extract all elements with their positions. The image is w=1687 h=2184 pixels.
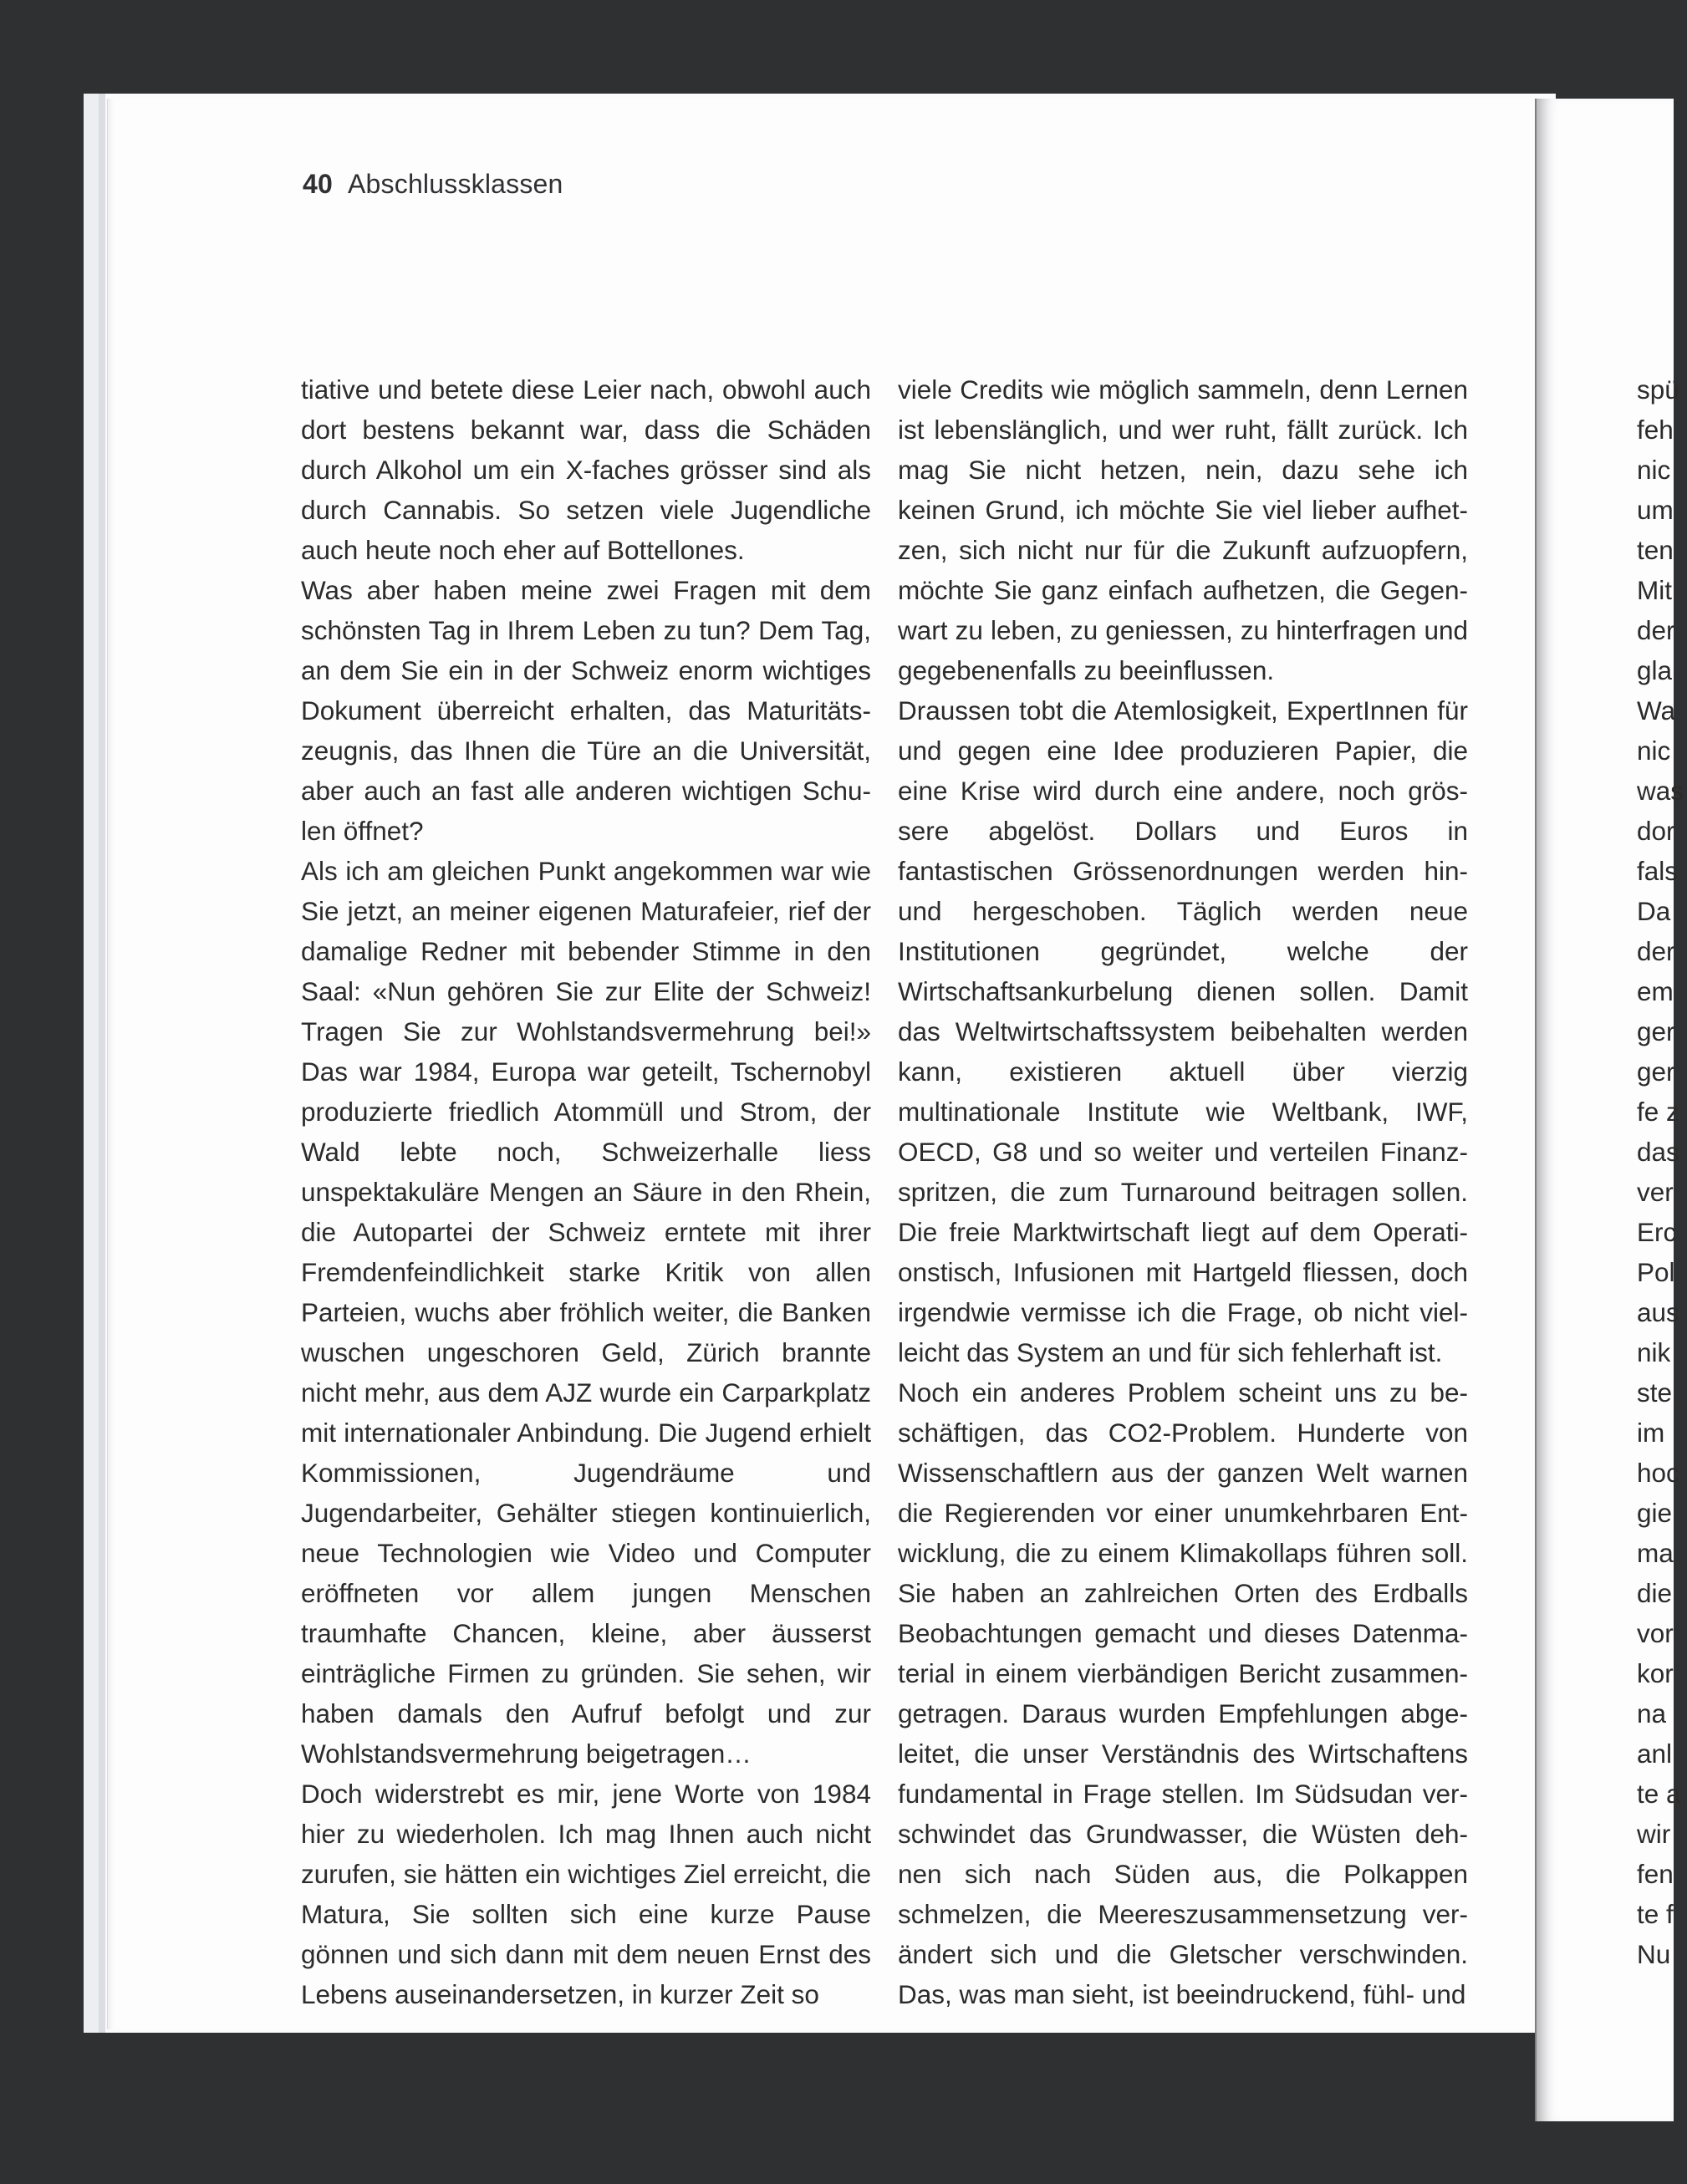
next-page-fragment: kor <box>1637 1658 1674 1688</box>
next-page-fragment: nik <box>1637 1337 1671 1367</box>
next-page-fragment: ste <box>1637 1377 1673 1408</box>
next-page-fragment: vor <box>1637 1618 1674 1648</box>
running-head <box>303 169 563 200</box>
next-page-fragment: fe z <box>1637 1097 1679 1127</box>
next-page-fragment: Wa <box>1637 695 1676 725</box>
paragraph: Noch ein anderes Problem scheint uns zu beschäftigen, das CO2-Problem. Hunderte von Wissenschaftlern aus der ganzen Welt warnen die Regierenden vor einer unumkehrbaren Entwicklung, die zu einem Klimakollaps führen soll. Sie haben an zahlreichen Orten des Erdballs Beobachtungen gemacht und dieses Datenmaterial in einem vierbändigen Bericht zusammengetragen. Daraus wurden Empfehlungen abgeleitet, die unser Verständnis des Wirtschaftens fundamental in Frage stellen. Im Südsudan verschwindet das Grundwasser, die Wüsten dehnen sich nach Süden aus, die Polkappen schmelzen, die Meereszusammensetzung verändert sich und die Gletscher verschwinden. Das, was man sieht, ist beeindruckend, fühl- und <box>898 1377 1468 2009</box>
next-page-fragment: der <box>1637 936 1675 966</box>
next-page-fragment: das <box>1637 1137 1679 1167</box>
page-number: 40 <box>303 169 333 199</box>
paragraph: Draussen tobt die Atemlosigkeit, ExpertInnen für und gegen eine Idee produzieren Papier, die eine Krise wird durch eine andere, noch grössere abgelöst. Dollars und Euros in fantastischen Grössenordnungen werden hin- und hergeschoben. Täglich werden neue Institutionen gegründet, welche der Wirtschaftsankurbelung dienen sollen. Damit das Weltwirtschaftssystem beibehalten werden kann, existieren aktuell über vierzig multinationale Institute wie Weltbank, IWF, OECD, G8 und so weiter und verteilen Finanzspritzen, die zum Turnaround beitragen sollen. Die freie Marktwirtschaft liegt auf dem Operationstisch, Infusionen mit Hartgeld fliessen, doch irgendwie vermisse ich die Frage, ob nicht vielleicht das System an und für sich fehlerhaft ist. <box>898 695 1468 1367</box>
next-page-fragment: ver <box>1637 1177 1674 1207</box>
next-page-fragment: Nu <box>1637 1939 1671 1969</box>
next-page-fragment: aus <box>1637 1297 1679 1327</box>
next-page-fragment: hoc <box>1637 1458 1679 1488</box>
next-page-fragment: spü <box>1637 374 1679 405</box>
section-title: Abschlussklassen <box>348 169 563 199</box>
next-page-fragment: Mit <box>1637 575 1672 605</box>
next-page-fragment: gie <box>1637 1498 1673 1528</box>
next-page-fragment: em <box>1637 976 1674 1006</box>
text-column-right <box>898 369 1468 2014</box>
next-page-fragment: Erc <box>1637 1217 1677 1247</box>
next-page-fragment: te a <box>1637 1779 1681 1809</box>
text-column-left <box>301 369 871 2014</box>
paragraph: viele Credits wie möglich sammeln, denn Lernen ist lebenslänglich, und wer ruht, fällt zurück. Ich mag Sie nicht hetzen, nein, dazu sehe ich keinen Grund, ich möchte Sie viel lieber aufhetzen, sich nicht nur für die Zukunft aufzuopfern, möchte Sie ganz einfach aufhetzen, die Gegenwart zu leben, zu geniessen, zu hinterfragen und gegebenenfalls zu beeinflussen. <box>898 374 1468 685</box>
paragraph: Was aber haben meine zwei Fragen mit dem schönsten Tag in Ihrem Leben zu tun? Dem Tag, an dem Sie ein in der Schweiz enorm wichtiges Dokument überreicht erhalten, das Maturitätszeugnis, das Ihnen die Türe an die Universität, aber auch an fast alle anderen wichtigen Schulen öffnet? <box>301 575 871 846</box>
next-page-fragment: fen <box>1637 1859 1674 1889</box>
next-page-fragment: Pol <box>1637 1257 1675 1287</box>
paragraph: Doch widerstrebt es mir, jene Worte von 1984 hier zu wiederholen. Ich mag Ihnen auch nicht zurufen, sie hätten ein wichtiges Ziel erreicht, die Matura, Sie sollten sich eine kurze Pause gönnen und sich dann mit dem neuen Ernst des Lebens auseinandersetzen, in kurzer Zeit so <box>301 1779 871 2009</box>
next-page-fragment: nic <box>1637 455 1671 485</box>
next-page-fragment: feh <box>1637 415 1674 445</box>
next-page-fragment: ma <box>1637 1538 1674 1568</box>
next-page-fragment: fals <box>1637 856 1679 886</box>
next-page-fragment: ten <box>1637 535 1674 565</box>
next-page-fragment: die <box>1637 1578 1673 1608</box>
next-page-text-fragments <box>1637 369 1687 1974</box>
next-page-fragment: wir <box>1637 1819 1671 1849</box>
next-page-fragment: anl <box>1637 1739 1673 1769</box>
next-page-fragment: um <box>1637 495 1674 525</box>
paragraph: tiative und betete diese Leier nach, obwohl auch dort bestens bekannt war, dass die Schäden durch Alkohol um ein X-faches grösser sind als durch Cannabis. So setzen viele Jugendliche auch heute noch eher auf Bottellones. <box>301 374 871 565</box>
paragraph: Als ich am gleichen Punkt angekommen war wie Sie jetzt, an meiner eigenen Maturafeier, rief der damalige Redner mit bebender Stimme in den Saal: «Nun gehören Sie zur Elite der Schweiz! Tragen Sie zur Wohlstandsvermehrung bei!» Das war 1984, Europa war geteilt, Tschernobyl produzierte friedlich Atommüll und Strom, der Wald lebte noch, Schweizerhalle liess unspektakuläre Mengen an Säure in den Rhein, die Autopartei der Schweiz erntete mit ihrer Fremdenfeindlichkeit starke Kritik von allen Parteien, wuchs aber fröhlich weiter, die Banken wuschen ungeschoren Geld, Zürich brannte nicht mehr, aus dem AJZ wurde ein Carparkplatz mit internationaler Anbindung. Die Jugend erhielt Kommissionen, Jugendräume und Jugendarbeiter, Gehälter stiegen kontinuierlich, neue Technologien wie Video und Computer eröffneten vor allem jungen Menschen traumhafte Chancen, kleine, aber äusserst einträgliche Firmen zu gründen. Sie sehen, wir haben damals den Aufruf befolgt und zur Wohlstandsvermehrung beigetragen… <box>301 856 871 1769</box>
next-page-fragment: dor <box>1637 816 1675 846</box>
next-page-fragment: na <box>1637 1698 1667 1728</box>
next-page-fragment: nic <box>1637 736 1671 766</box>
next-page-fragment: te f <box>1637 1899 1674 1929</box>
next-page-fragment: gla <box>1637 655 1673 685</box>
next-page-fragment: ger <box>1637 1056 1675 1087</box>
next-page-fragment: im <box>1637 1418 1665 1448</box>
next-page-fragment: der <box>1637 615 1675 645</box>
next-page-fragment: Da <box>1637 896 1671 926</box>
next-page-fragment: was <box>1637 776 1684 806</box>
next-page-fragment: ger <box>1637 1016 1675 1046</box>
